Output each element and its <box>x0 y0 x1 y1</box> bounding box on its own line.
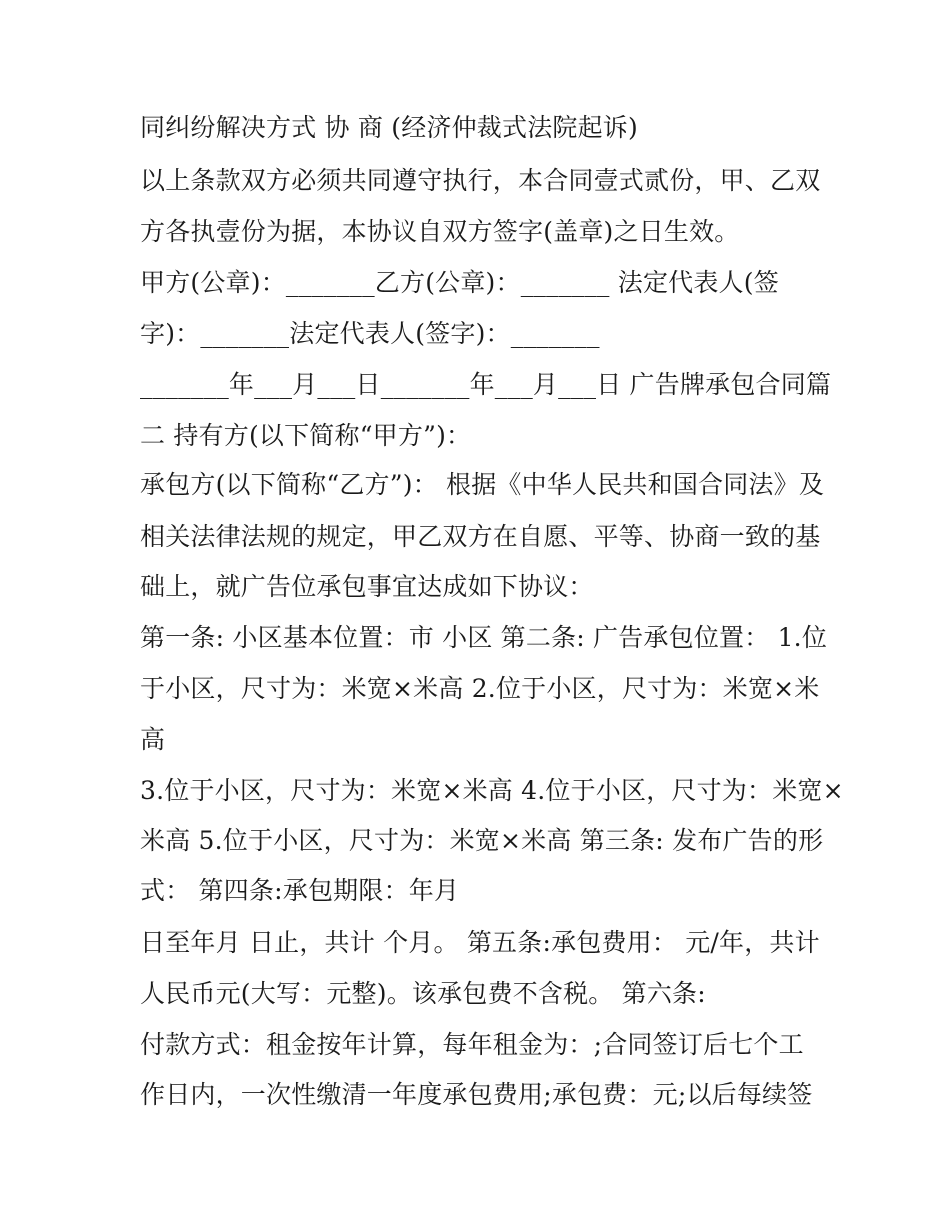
text-line: _______年___月___日_______年___月___日 广告牌承包合同篇 <box>140 370 832 399</box>
text-line: 础上，就广告位承包事宜达成如下协议： <box>140 572 594 601</box>
text-line: 同纠纷解决方式 协 商 (经济仲裁式法院起诉) <box>140 113 638 142</box>
text-line: 第一条: 小区基本位置：市 小区 第二条: 广告承包位置： 1.位 <box>140 623 828 652</box>
text-line: 3.位于小区，尺寸为：米宽×米高 4.位于小区，尺寸为：米宽× <box>140 776 844 805</box>
text-line: 高 <box>140 725 166 754</box>
text-line: 承包方(以下简称“乙方”)： 根据《中华人民共和国合同法》及 <box>140 470 825 499</box>
text-line: 字)：_______法定代表人(签字)：_______ <box>140 319 600 348</box>
text-line: 付款方式：租金按年计算，每年租金为：;合同签订后七个工 <box>140 1030 804 1059</box>
text-line: 米高 5.位于小区，尺寸为：米宽×米高 第三条: 发布广告的形 <box>140 826 824 855</box>
text-line: 作日内，一次性缴清一年度承包费用;承包费：元;以后每续签 <box>140 1080 813 1109</box>
text-line: 日至年月 日止，共计 个月。 第五条:承包费用： 元/年，共计 <box>140 928 820 957</box>
text-line: 二 持有方(以下简称“甲方”)： <box>140 421 472 450</box>
text-line: 式： 第四条:承包期限：年月 <box>140 876 460 905</box>
text-line: 于小区，尺寸为：米宽×米高 2.位于小区，尺寸为：米宽×米 <box>140 674 820 703</box>
text-line: 以上条款双方必须共同遵守执行，本合同壹式贰份，甲、乙双 <box>140 166 821 195</box>
text-line: 方各执壹份为据，本协议自双方签字(盖章)之日生效。 <box>140 217 740 246</box>
text-line: 甲方(公章)：_______乙方(公章)：_______ 法定代表人(签 <box>140 268 779 297</box>
text-line: 相关法律法规的规定，甲乙双方在自愿、平等、协商一致的基 <box>140 522 821 551</box>
text-line: 人民币元(大写：元整)。该承包费不含税。 第六条: <box>140 979 706 1008</box>
